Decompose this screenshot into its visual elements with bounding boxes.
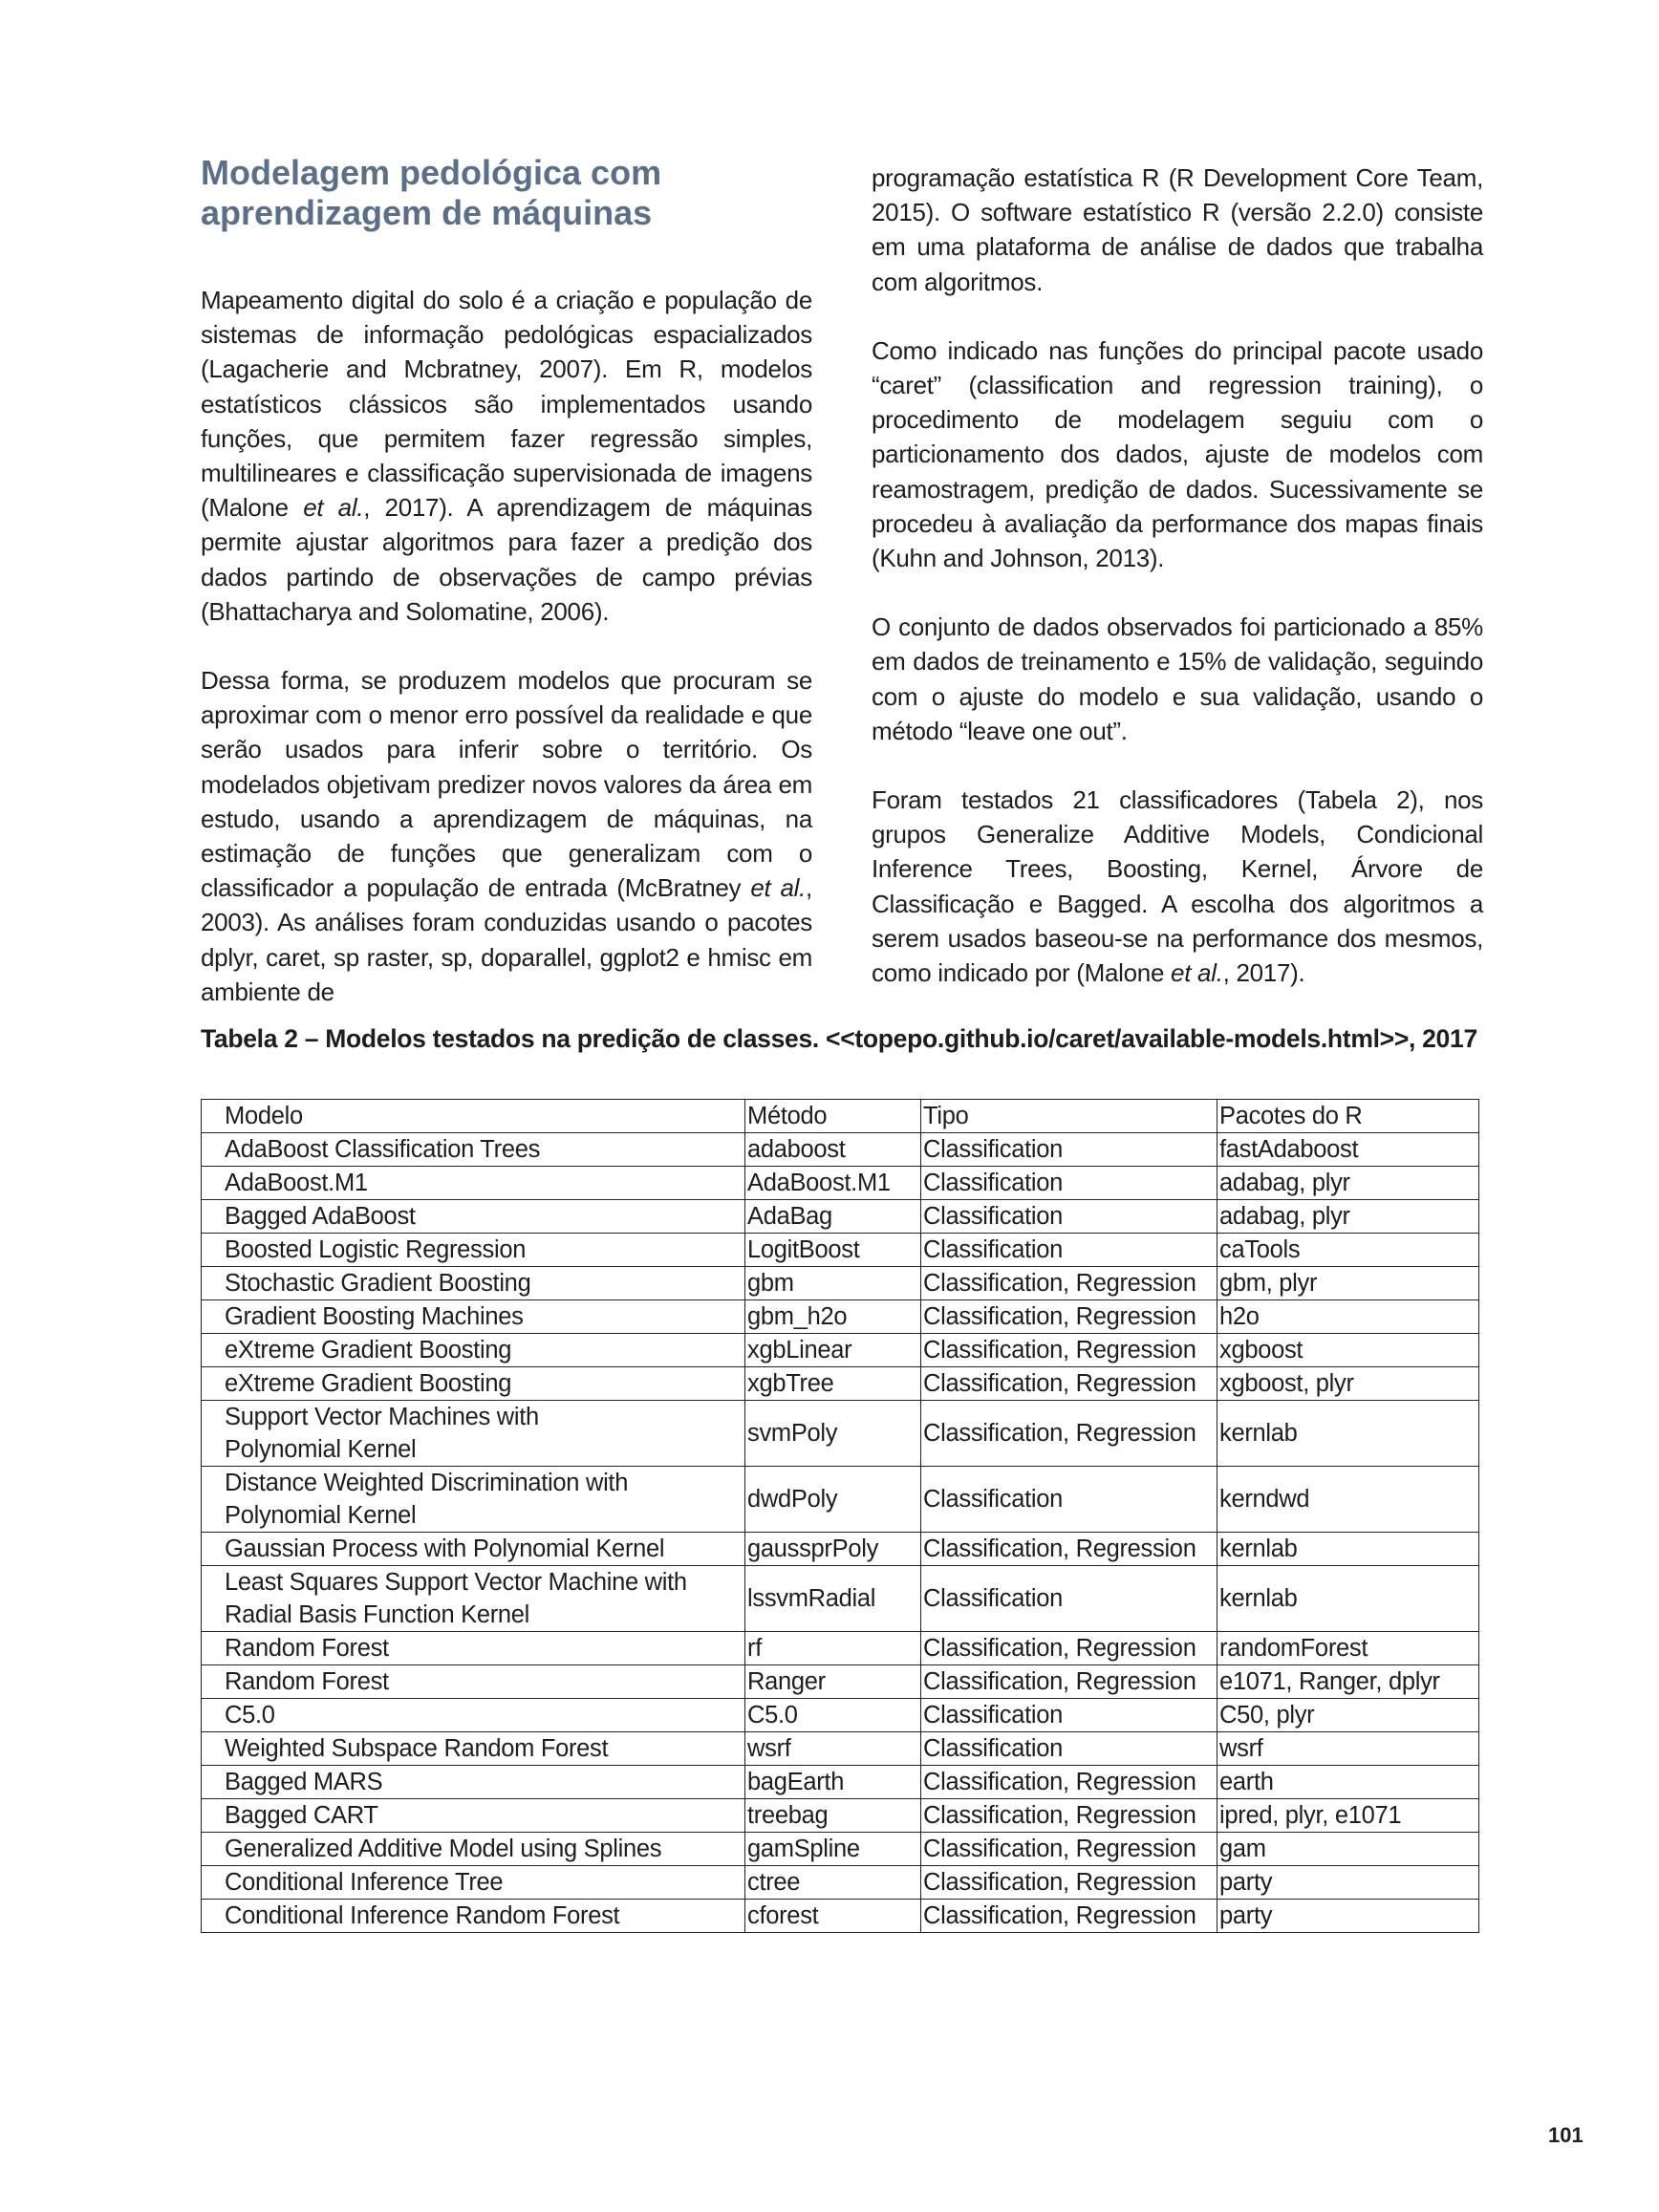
- cell-pacotes: ipred, plyr, e1071: [1217, 1799, 1479, 1833]
- cell-tipo: Classification, Regression: [921, 1334, 1217, 1367]
- table-row: [202, 1699, 1479, 1732]
- cell-tipo: Classification, Regression: [921, 1766, 1217, 1799]
- table-row: [202, 1334, 1479, 1367]
- cell-pacotes: wsrf: [1217, 1732, 1479, 1766]
- cell-tipo: Classification, Regression: [921, 1900, 1217, 1933]
- table-row: [202, 1799, 1479, 1833]
- text-run: , 2003). As análises foram conduzidas usando o pacotes dplyr, caret, sp raster, sp, doparallel, ggplot2 e hmisc em ambiente de: [201, 873, 812, 1006]
- text-run: , 2017).: [1222, 958, 1305, 988]
- cell-tipo: Classification: [921, 1167, 1217, 1200]
- table-row: [202, 1566, 1479, 1632]
- italic-citation: et al.: [1171, 958, 1223, 988]
- cell-pacotes: h2o: [1217, 1300, 1479, 1334]
- text-run: , 2017). A aprendizagem de máquinas permite ajustar algoritmos para fazer a predição dos dados partindo de observações de campo prévias (Bhattacharya and Solomatine, 2006).: [201, 493, 812, 626]
- cell-tipo: Classification, Regression: [921, 1401, 1217, 1467]
- cell-metodo: gbm_h2o: [745, 1300, 921, 1334]
- cell-pacotes: earth: [1217, 1766, 1479, 1799]
- left-paragraph-1: [201, 283, 812, 629]
- cell-modelo: Conditional Inference Tree: [202, 1866, 745, 1900]
- cell-metodo: lssvmRadial: [745, 1566, 921, 1632]
- page-number: 101: [1548, 2123, 1584, 2147]
- cell-tipo: Classification, Regression: [921, 1632, 1217, 1665]
- header-cell-metodo: Método: [745, 1100, 921, 1133]
- cell-modelo: [202, 1401, 745, 1467]
- table-row: [202, 1401, 1479, 1467]
- cell-metodo: cforest: [745, 1900, 921, 1933]
- cell-tipo: Classification: [921, 1732, 1217, 1766]
- cell-modelo: Conditional Inference Random Forest: [202, 1900, 745, 1933]
- cell-tipo: Classification: [921, 1566, 1217, 1632]
- cell-metodo: C5.0: [745, 1699, 921, 1732]
- text-run: Mapeamento digital do solo é a criação e população de sistemas de informação pedológicas espacializados (Lagacherie and Mcbratney, 2007). Em R, modelos estatísticos clássicos são implementados usando funções, que permitem fazer regressão simples, multilineares e classificação supervisionada de imagens (Malone: [201, 286, 812, 523]
- cell-modelo: Boosted Logistic Regression: [202, 1234, 745, 1267]
- cell-metodo: Ranger: [745, 1665, 921, 1699]
- left-paragraph-2: [201, 663, 812, 1009]
- cell-modelo: Gaussian Process with Polynomial Kernel: [202, 1533, 745, 1566]
- cell-modelo: eXtreme Gradient Boosting: [202, 1334, 745, 1367]
- cell-line: Polynomial Kernel: [225, 1502, 417, 1529]
- models-table-body: [202, 1100, 1479, 1933]
- cell-modelo: Bagged AdaBoost: [202, 1200, 745, 1234]
- cell-line: Distance Weighted Discrimination with: [225, 1470, 629, 1496]
- cell-modelo: eXtreme Gradient Boosting: [202, 1367, 745, 1401]
- cell-tipo: Classification: [921, 1234, 1217, 1267]
- cell-modelo: Weighted Subspace Random Forest: [202, 1732, 745, 1766]
- table-header-row: [202, 1100, 1479, 1133]
- cell-tipo: Classification: [921, 1467, 1217, 1533]
- cell-tipo: Classification, Regression: [921, 1267, 1217, 1300]
- cell-modelo: [202, 1566, 745, 1632]
- section-title-line2: aprendizagem de máquinas: [201, 193, 653, 232]
- table-row: [202, 1300, 1479, 1334]
- cell-modelo: C5.0: [202, 1699, 745, 1732]
- cell-pacotes: caTools: [1217, 1234, 1479, 1267]
- right-paragraph-1: programação estatística R (R Development Core Team, 2015). O software estatístico R (versão 2.2.0) consiste em uma plataforma de análise de dados que trabalha com algoritmos.: [872, 163, 1483, 296]
- cell-pacotes: party: [1217, 1900, 1479, 1933]
- cell-tipo: Classification: [921, 1133, 1217, 1167]
- table-row: [202, 1766, 1479, 1799]
- cell-metodo: xgbLinear: [745, 1334, 921, 1367]
- cell-modelo: Stochastic Gradient Boosting: [202, 1267, 745, 1300]
- table-row: [202, 1367, 1479, 1401]
- cell-modelo: AdaBoost Classification Trees: [202, 1133, 745, 1167]
- cell-tipo: Classification, Regression: [921, 1665, 1217, 1699]
- italic-citation: et al.: [303, 493, 364, 523]
- cell-pacotes: kernlab: [1217, 1533, 1479, 1566]
- cell-pacotes: gbm, plyr: [1217, 1267, 1479, 1300]
- right-paragraph-3: O conjunto de dados observados foi particionado a 85% em dados de treinamento e 15% de validação, seguindo com o ajuste do modelo e sua validação, usando o método “leave one out”.: [872, 612, 1483, 745]
- table-row: [202, 1467, 1479, 1533]
- cell-tipo: Classification, Regression: [921, 1367, 1217, 1401]
- cell-pacotes: party: [1217, 1866, 1479, 1900]
- cell-metodo: wsrf: [745, 1732, 921, 1766]
- cell-modelo: Bagged CART: [202, 1799, 745, 1833]
- right-paragraph-2: Como indicado nas funções do principal pacote usado “caret” (classification and regression training), o procedimento de modelagem seguiu com o particionamento dos dados, ajuste de modelos com reamostragem, predição de dados. Sucessivamente se procedeu à avaliação da performance dos mapas finais (Kuhn and Johnson, 2013).: [872, 335, 1483, 573]
- table-caption: Tabela 2 – Modelos testados na predição de classes. <<topepo.github.io/caret/available-models.html>>, 2017: [201, 1024, 1477, 1053]
- cell-metodo: AdaBoost.M1: [745, 1167, 921, 1200]
- cell-pacotes: kernlab: [1217, 1566, 1479, 1632]
- cell-modelo: AdaBoost.M1: [202, 1167, 745, 1200]
- cell-pacotes: gam: [1217, 1833, 1479, 1866]
- cell-tipo: Classification, Regression: [921, 1300, 1217, 1334]
- cell-line: Support Vector Machines with: [225, 1404, 539, 1430]
- cell-pacotes: kernlab: [1217, 1401, 1479, 1467]
- cell-pacotes: kerndwd: [1217, 1467, 1479, 1533]
- cell-modelo: [202, 1467, 745, 1533]
- table-row: [202, 1234, 1479, 1267]
- cell-pacotes: xgboost: [1217, 1334, 1479, 1367]
- cell-modelo: Random Forest: [202, 1632, 745, 1665]
- table-row: [202, 1133, 1479, 1167]
- table-row: [202, 1833, 1479, 1866]
- cell-metodo: gaussprPoly: [745, 1533, 921, 1566]
- cell-pacotes: xgboost, plyr: [1217, 1367, 1479, 1401]
- cell-pacotes: randomForest: [1217, 1632, 1479, 1665]
- section-title-line1: Modelagem pedológica com: [201, 153, 662, 192]
- table-row: [202, 1866, 1479, 1900]
- cell-tipo: Classification, Regression: [921, 1866, 1217, 1900]
- table-row: [202, 1732, 1479, 1766]
- cell-pacotes: adabag, plyr: [1217, 1167, 1479, 1200]
- cell-metodo: rf: [745, 1632, 921, 1665]
- cell-pacotes: C50, plyr: [1217, 1699, 1479, 1732]
- cell-pacotes: e1071, Ranger, dplyr: [1217, 1665, 1479, 1699]
- table-row: [202, 1200, 1479, 1234]
- cell-pacotes: fastAdaboost: [1217, 1133, 1479, 1167]
- right-paragraph-4: [872, 783, 1483, 990]
- table-row: [202, 1900, 1479, 1933]
- cell-tipo: Classification: [921, 1200, 1217, 1234]
- cell-metodo: dwdPoly: [745, 1467, 921, 1533]
- section-title: [201, 153, 812, 233]
- cell-metodo: svmPoly: [745, 1401, 921, 1467]
- cell-line: Polynomial Kernel: [225, 1436, 417, 1463]
- italic-citation: et al.: [750, 873, 807, 903]
- right-column: [872, 161, 1483, 1024]
- table-row: [202, 1632, 1479, 1665]
- cell-metodo: adaboost: [745, 1133, 921, 1167]
- header-cell-tipo: Tipo: [921, 1100, 1217, 1133]
- cell-metodo: treebag: [745, 1799, 921, 1833]
- cell-metodo: gbm: [745, 1267, 921, 1300]
- cell-metodo: gamSpline: [745, 1833, 921, 1866]
- text-run: Dessa forma, se produzem modelos que procuram se aproximar com o menor erro possível da realidade e que serão usados para inferir sobre o território. Os modelados objetivam predizer novos valores da área em estudo, usando a aprendizagem de máquinas, na estimação de funções que generalizam com o classificador a população de entrada (McBratney: [201, 666, 812, 903]
- cell-tipo: Classification, Regression: [921, 1533, 1217, 1566]
- cell-modelo: Bagged MARS: [202, 1766, 745, 1799]
- models-table: [201, 1099, 1479, 1933]
- cell-tipo: Classification, Regression: [921, 1799, 1217, 1833]
- cell-modelo: Gradient Boosting Machines: [202, 1300, 745, 1334]
- header-cell-modelo: Modelo: [202, 1100, 745, 1133]
- cell-line: Least Squares Support Vector Machine with: [225, 1569, 687, 1596]
- text-run: Foram testados 21 classificadores (Tabela 2), nos grupos Generalize Additive Models, Condicional Inference Trees, Boosting, Kernel, Árvore de Classificação e Bagged. A escolha dos algoritmos a serem usados baseou-se na performance dos mesmos, como indicado por (Malone: [872, 785, 1483, 988]
- cell-metodo: bagEarth: [745, 1766, 921, 1799]
- table-row: [202, 1167, 1479, 1200]
- cell-tipo: Classification, Regression: [921, 1833, 1217, 1866]
- header-cell-pacotes: Pacotes do R: [1217, 1100, 1479, 1133]
- cell-metodo: ctree: [745, 1866, 921, 1900]
- cell-metodo: AdaBag: [745, 1200, 921, 1234]
- cell-metodo: LogitBoost: [745, 1234, 921, 1267]
- left-column: [201, 153, 812, 1043]
- cell-line: Radial Basis Function Kernel: [225, 1601, 530, 1628]
- cell-modelo: Generalized Additive Model using Splines: [202, 1833, 745, 1866]
- table-row: [202, 1533, 1479, 1566]
- table-row: [202, 1665, 1479, 1699]
- cell-pacotes: adabag, plyr: [1217, 1200, 1479, 1234]
- cell-tipo: Classification: [921, 1699, 1217, 1732]
- table-row: [202, 1267, 1479, 1300]
- cell-metodo: xgbTree: [745, 1367, 921, 1401]
- cell-modelo: Random Forest: [202, 1665, 745, 1699]
